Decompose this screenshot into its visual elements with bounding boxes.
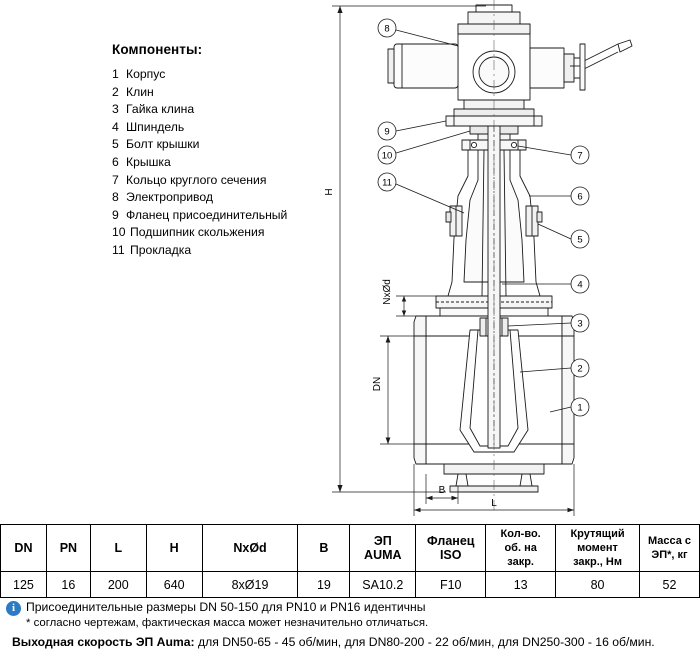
list-item xyxy=(112,242,322,260)
column-header-pn: PN xyxy=(46,525,90,572)
item-label: Крышка xyxy=(126,154,171,169)
valve-technical-drawing xyxy=(318,0,700,518)
cell-actuator: SA10.2 xyxy=(350,572,416,598)
item-number: 4 xyxy=(112,119,119,134)
specification-table xyxy=(0,524,700,598)
item-label: Корпус xyxy=(126,67,166,81)
components-list xyxy=(112,42,322,260)
item-number: 7 xyxy=(112,172,119,187)
column-header-dn: DN xyxy=(1,525,47,572)
list-item xyxy=(112,66,322,84)
balloon-7: 7 xyxy=(577,150,583,162)
item-number: 3 xyxy=(112,102,119,117)
cell-l: 200 xyxy=(90,572,146,598)
table-header-row xyxy=(1,525,700,572)
item-label: Болт крышки xyxy=(126,137,200,152)
list-item xyxy=(112,224,322,242)
item-label: Кольцо круглого сечения xyxy=(126,172,267,187)
balloon-10: 10 xyxy=(381,150,393,162)
column-header-b: B xyxy=(298,525,350,572)
column-header-l: L xyxy=(90,525,146,572)
item-label: Клин xyxy=(126,84,154,99)
dimension-label-B: B xyxy=(438,485,446,496)
cell-pn: 16 xyxy=(46,572,90,598)
balloon-5: 5 xyxy=(577,234,583,246)
balloon-3: 3 xyxy=(577,318,583,330)
item-label: Прокладка xyxy=(130,242,192,257)
column-header-turns: Кол-во. об. на закр. xyxy=(486,525,556,572)
actuator-speed-value: для DN50-65 - 45 об/мин, для DN80-200 - 22 об/мин, для DN250-300 - 16 об/мин. xyxy=(194,635,655,649)
components-title: Компоненты: xyxy=(112,42,203,57)
footnote-text: * согласно чертежам, фактическая масса может незначительно отличаться. xyxy=(26,617,429,629)
item-number: 9 xyxy=(112,207,119,222)
balloon-6: 6 xyxy=(577,191,583,203)
column-header-actuator: ЭП AUMA xyxy=(350,525,416,572)
actuator-speed-label: Выходная скорость ЭП Auma: xyxy=(12,635,195,649)
list-item xyxy=(112,189,322,207)
info-icon: i xyxy=(6,601,21,616)
list-item xyxy=(112,101,322,119)
actuator-speed-note xyxy=(6,634,700,650)
item-label: Подшипник скольжения xyxy=(130,225,265,240)
cell-torque: 80 xyxy=(556,572,640,598)
column-header-nxod: NxØd xyxy=(202,525,298,572)
balloon-2: 2 xyxy=(577,363,583,375)
item-number: 10 xyxy=(112,225,126,240)
dimension-label-H: H xyxy=(324,188,335,196)
balloon-1: 1 xyxy=(577,402,583,414)
cell-h: 640 xyxy=(146,572,202,598)
components-items xyxy=(112,66,322,260)
cell-weight: 52 xyxy=(639,572,699,598)
table-row xyxy=(1,572,700,598)
item-number: 1 xyxy=(112,67,119,81)
list-item xyxy=(112,154,322,172)
cell-turns: 13 xyxy=(486,572,556,598)
balloon-4: 4 xyxy=(577,279,583,291)
cell-nxod: 8xØ19 xyxy=(202,572,298,598)
balloon-11: 11 xyxy=(382,177,392,189)
dimension-label-NxOd: NxØd xyxy=(382,279,393,305)
column-header-h: H xyxy=(146,525,202,572)
column-header-flange-iso: Фланец ISO xyxy=(416,525,486,572)
list-item xyxy=(112,207,322,225)
dimension-label-L: L xyxy=(491,498,497,509)
item-number: 11 xyxy=(112,242,125,257)
item-number: 8 xyxy=(112,190,119,205)
cell-b: 19 xyxy=(298,572,350,598)
balloon-9: 9 xyxy=(384,126,390,138)
cell-flange-iso: F10 xyxy=(416,572,486,598)
info-note-row xyxy=(6,600,700,616)
item-number: 6 xyxy=(112,154,119,169)
list-item xyxy=(112,136,322,154)
item-label: Шпиндель xyxy=(126,119,185,134)
dimension-label-DN: DN xyxy=(372,376,383,392)
notes-section xyxy=(0,600,700,650)
cell-dn: 125 xyxy=(1,572,47,598)
column-header-weight: Масса с ЭП*, кг xyxy=(639,525,699,572)
list-item xyxy=(112,172,322,190)
list-item xyxy=(112,84,322,102)
info-note-text: Присоединительные размеры DN 50-150 для PN10 и PN16 идентичны xyxy=(26,600,426,614)
column-header-torque: Крутящий момент закр., Нм xyxy=(556,525,640,572)
list-item xyxy=(112,119,322,137)
item-label: Электропривод xyxy=(126,190,213,205)
item-label: Фланец присоединительный xyxy=(126,207,288,222)
item-number: 2 xyxy=(112,84,119,99)
balloon-8: 8 xyxy=(384,23,390,35)
item-label: Гайка клина xyxy=(126,102,195,117)
item-number: 5 xyxy=(112,137,119,152)
